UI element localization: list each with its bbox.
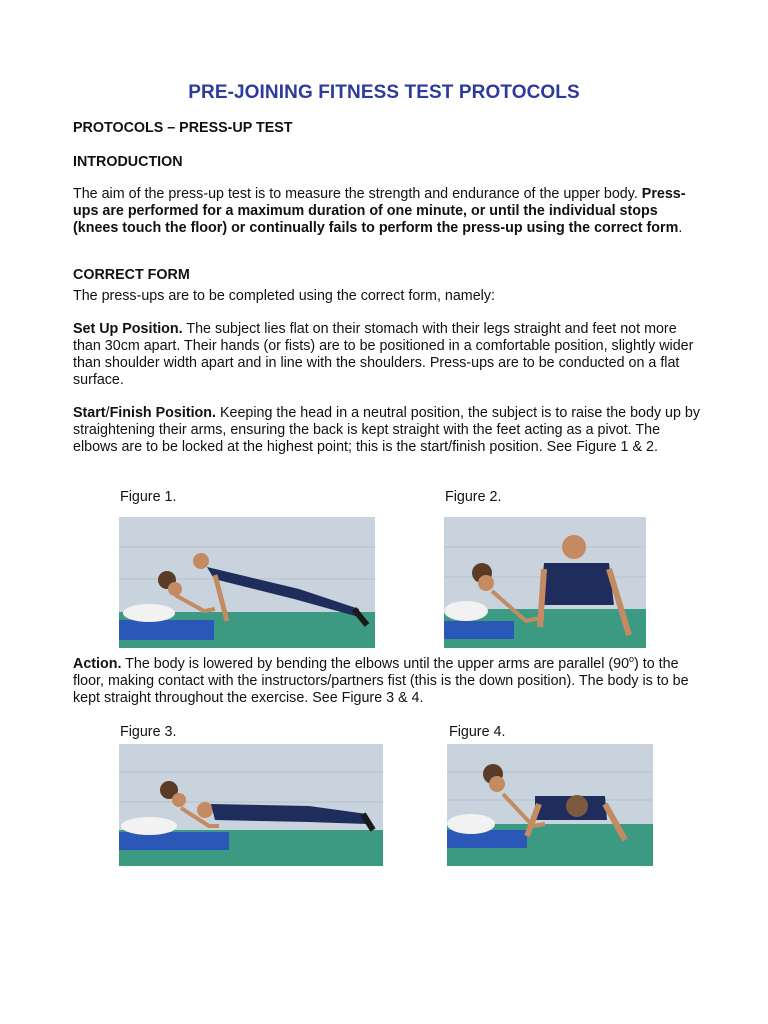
section-subtitle: PROTOCOLS – PRESS-UP TEST xyxy=(73,120,293,136)
action-text-a: The body is lowered by bending the elbows until the upper arms are parallel (90 xyxy=(121,656,630,672)
figure-3-photo xyxy=(119,744,383,866)
figure-4-photo xyxy=(447,744,653,866)
action-text-b: ) to the floor, making contact with the instructors/partners fist (this is the down position). The body is to be kept straight throughout the exercise. See Figure 3 & 4. xyxy=(73,656,689,706)
setup-label: Set Up Position. xyxy=(73,321,183,337)
figure-2-label: Figure 2. xyxy=(445,489,502,505)
setup-text: The subject lies flat on their stomach with their legs straight and feet not more than 30cm apart. Their hands (or fists) are to be positioned in a comfortable position, slightly wider than shoulder width apart and in line with the shoulders. Press-ups are to be conducted on a flat surface. xyxy=(73,321,694,388)
figure-3-label: Figure 3. xyxy=(120,724,177,740)
start-finish-text: Keeping the head in a neutral position, the subject is to raise the body up by straightening their arms, ensuring the back is kept straight with the feet acting as a pivot. The elbows are to be locked at the highest point; this is the start/finish position. See Figure 1 & 2. xyxy=(73,405,701,455)
introduction-paragraph xyxy=(73,186,703,237)
introduction-text: The aim of the press-up test is to measure the strength and endurance of the upper body. xyxy=(73,186,638,202)
setup-paragraph xyxy=(73,321,703,389)
start-label: Start xyxy=(73,405,106,421)
action-paragraph xyxy=(73,656,698,707)
correct-form-text: The press-ups are to be completed using the correct form, namely: xyxy=(73,288,495,304)
introduction-bold-text: Press-ups are performed for a maximum duration of one minute, or until the individual stops (knees touch the floor) or continually fails to perform the press-up using the correct form xyxy=(73,186,686,236)
correct-form-heading: CORRECT FORM xyxy=(73,267,190,283)
degree-superscript: o xyxy=(629,654,635,665)
finish-label: Finish Position. xyxy=(109,405,216,421)
introduction-heading: INTRODUCTION xyxy=(73,154,183,170)
figure-1-photo xyxy=(119,517,375,648)
start-finish-paragraph xyxy=(73,405,703,456)
action-label: Action. xyxy=(73,656,122,672)
start-slash: / xyxy=(105,405,110,421)
figure-1-label: Figure 1. xyxy=(120,489,177,505)
figure-2-photo xyxy=(444,517,646,648)
figure-4-label: Figure 4. xyxy=(449,724,506,740)
introduction-end: . xyxy=(678,220,683,236)
page-title: PRE-JOINING FITNESS TEST PROTOCOLS xyxy=(188,82,580,103)
